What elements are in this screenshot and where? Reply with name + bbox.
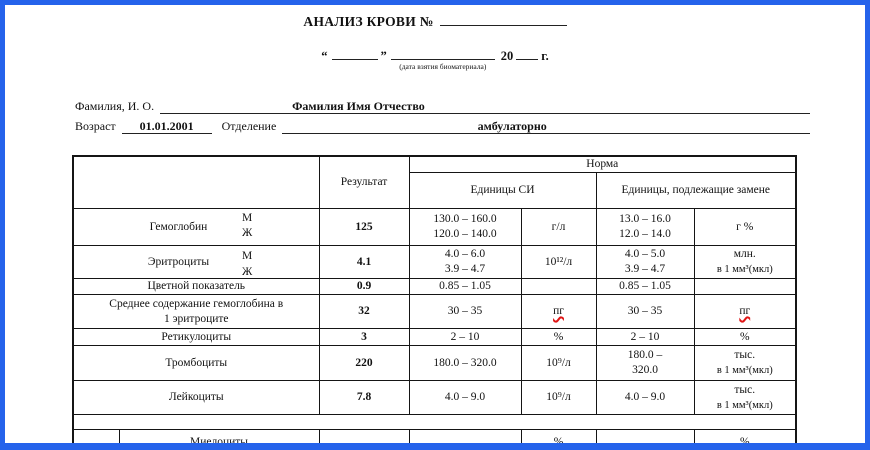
re-unit-line1: тыс.	[734, 383, 756, 396]
re-range-cell	[596, 430, 694, 450]
param-name-line1: Среднее содержание гемоглобина в	[109, 297, 284, 310]
department-field: амбулаторно	[282, 118, 810, 134]
spacer-row	[73, 415, 796, 430]
re-range-male: 4.0 – 5.0	[624, 248, 666, 260]
result-cell: 125	[319, 209, 409, 246]
si-range-cell: 0.85 – 1.05	[409, 279, 521, 295]
day-blank	[332, 47, 378, 60]
result-cell: 3	[319, 329, 409, 346]
param-name-cell: Ретикулоциты	[73, 329, 319, 346]
open-quote: “	[321, 49, 329, 63]
re-unit-cell	[694, 346, 796, 381]
re-unit-misspelled: пг	[739, 305, 751, 317]
analysis-number-blank	[440, 13, 567, 26]
si-range-female: 120.0 – 140.0	[433, 228, 497, 240]
re-range-cell: 4.0 – 9.0	[596, 381, 694, 415]
result-cell: 220	[319, 346, 409, 381]
age-label: Возраст	[75, 119, 116, 133]
re-range-cell	[596, 209, 694, 246]
param-name-cell: Лейкоциты	[73, 381, 319, 415]
re-range-cell: 2 – 10	[596, 329, 694, 346]
result-cell: 4.1	[319, 246, 409, 279]
patient-age-dept-line	[75, 118, 810, 134]
re-range-male: 13.0 – 16.0	[619, 213, 671, 225]
form-title: АНАЛИЗ КРОВИ №	[303, 14, 434, 29]
results-table	[72, 155, 797, 450]
si-unit-cell: %	[521, 329, 596, 346]
param-name-cell: Цветной показатель	[73, 279, 319, 295]
si-units-header: Единицы СИ	[409, 173, 596, 209]
sex-female: Ж	[242, 227, 253, 239]
param-name-cell: Тромбоциты	[73, 346, 319, 381]
re-unit-cell: г %	[694, 209, 796, 246]
row-hemoglobin	[73, 209, 796, 246]
si-unit-cell: 10⁹/л	[521, 381, 596, 415]
si-range-cell	[409, 209, 521, 246]
si-unit-cell: 10¹²/л	[521, 246, 596, 279]
si-unit-misspelled: пг	[553, 305, 564, 317]
close-quote: ”	[380, 49, 388, 63]
row-platelets	[73, 346, 796, 381]
re-unit-cell	[694, 381, 796, 415]
re-range-female: 3.9 – 4.7	[624, 263, 666, 275]
header-row-norm	[73, 156, 796, 173]
param-name: Эритроциты	[147, 255, 210, 268]
patient-name-line	[75, 98, 810, 114]
si-unit-cell	[521, 295, 596, 329]
si-unit-cell	[521, 279, 596, 295]
sex-male: М	[242, 212, 253, 224]
department-label: Отделение	[221, 119, 277, 133]
re-unit-cell	[694, 246, 796, 279]
row-leukocytes	[73, 381, 796, 415]
param-name-cell	[73, 209, 319, 246]
param-header-empty	[73, 156, 319, 209]
row-color-index	[73, 279, 796, 295]
re-unit-cell	[694, 295, 796, 329]
result-cell: 0.9	[319, 279, 409, 295]
re-range-cell: 0.85 – 1.05	[596, 279, 694, 295]
sex-male: М	[242, 250, 253, 262]
month-blank	[391, 47, 495, 71]
date-caption: (дата взятия биоматериала)	[399, 62, 487, 71]
age-field: 01.01.2001	[122, 118, 212, 134]
re-range-female: 12.0 – 14.0	[619, 228, 671, 240]
re-range-line1: 180.0 –	[627, 349, 663, 361]
si-range-male: 4.0 – 6.0	[444, 248, 486, 260]
spacer-cell	[73, 415, 796, 430]
re-unit-line2: в 1 мм³(мкл)	[716, 399, 773, 411]
patient-name-field: Фамилия Имя Отчество	[160, 98, 810, 114]
re-unit-line1: млн.	[733, 248, 756, 260]
row-mch	[73, 295, 796, 329]
si-range-female: 3.9 – 4.7	[444, 263, 486, 275]
row-reticulocytes	[73, 329, 796, 346]
re-unit-cell	[694, 279, 796, 295]
param-name-cell	[73, 295, 319, 329]
si-range-cell: 30 – 35	[409, 295, 521, 329]
row-erythrocytes	[73, 246, 796, 279]
norm-header: Норма	[409, 156, 796, 173]
row-myelocytes	[73, 430, 796, 450]
param-name-cell: Миелоциты	[119, 430, 319, 450]
result-header: Результат	[319, 156, 409, 209]
re-unit-line2: в 1 мм³(мкл)	[716, 264, 773, 275]
re-unit-line2: в 1 мм³(мкл)	[716, 365, 773, 376]
result-cell: 7.8	[319, 381, 409, 415]
re-unit-cell: %	[694, 430, 796, 450]
group-cell	[73, 430, 119, 450]
si-unit-cell: 10⁹/л	[521, 346, 596, 381]
replace-units-header: Единицы, подлежащие замене	[596, 173, 796, 209]
result-cell: 32	[319, 295, 409, 329]
si-range-cell	[409, 246, 521, 279]
si-unit-cell: г/л	[521, 209, 596, 246]
patient-name-label: Фамилия, И. О.	[75, 99, 155, 113]
re-unit-line1: тыс.	[734, 349, 756, 361]
si-range-male: 130.0 – 160.0	[433, 213, 497, 225]
si-range-cell: 180.0 – 320.0	[409, 346, 521, 381]
re-range-cell	[596, 246, 694, 279]
re-range-line2: 320.0	[632, 364, 658, 376]
re-range-cell	[596, 346, 694, 381]
si-unit-cell: %	[521, 430, 596, 450]
param-name: Гемоглобин	[149, 220, 208, 233]
re-unit-cell: %	[694, 329, 796, 346]
param-name-line2: 1 эритроците	[163, 312, 229, 325]
re-range-cell: 30 – 35	[596, 295, 694, 329]
date-row	[0, 47, 870, 71]
param-name-cell	[73, 246, 319, 279]
sex-female: Ж	[242, 266, 253, 278]
result-cell	[319, 430, 409, 450]
si-range-cell: 2 – 10	[409, 329, 521, 346]
year-blank	[516, 47, 538, 60]
century-text: 20	[500, 49, 514, 63]
si-range-cell	[409, 430, 521, 450]
year-suffix: г.	[541, 49, 549, 63]
si-range-cell: 4.0 – 9.0	[409, 381, 521, 415]
form-title-row	[0, 13, 870, 30]
